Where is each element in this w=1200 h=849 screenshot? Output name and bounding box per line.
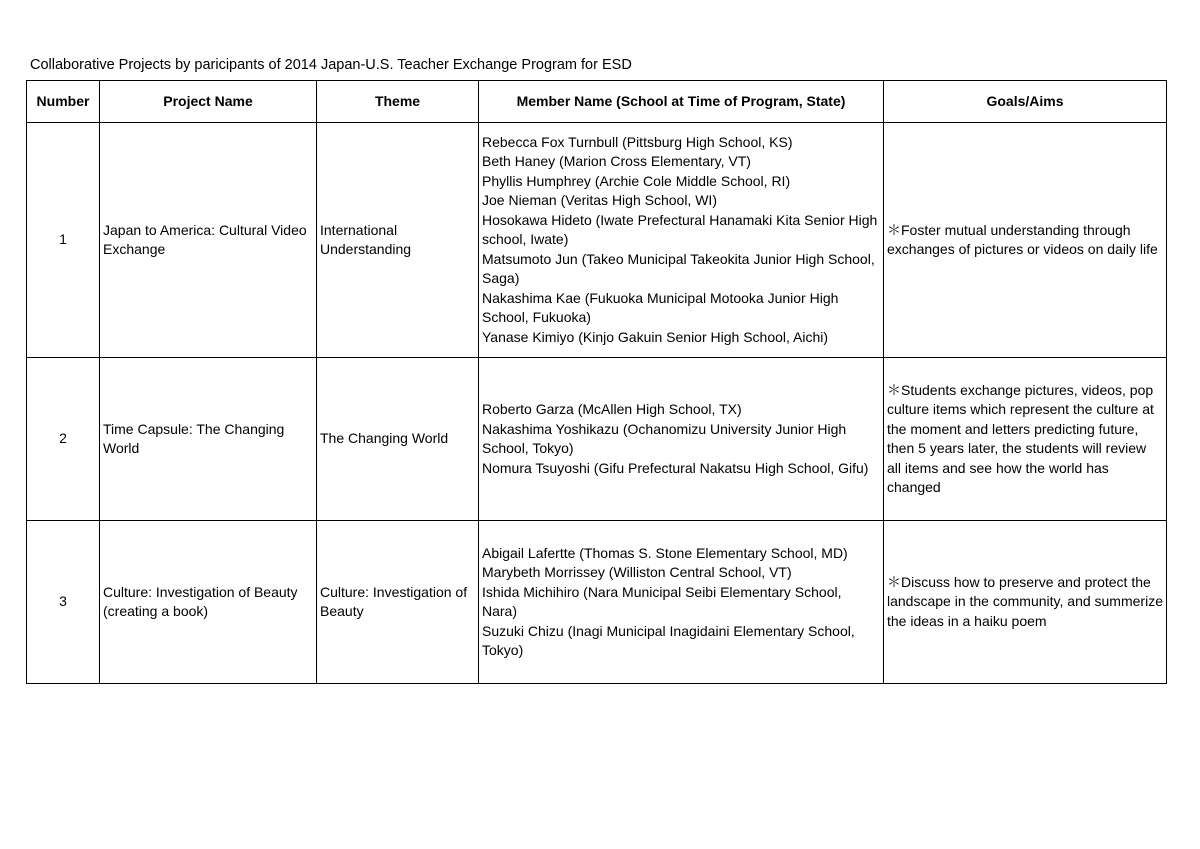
- member-list: [479, 123, 884, 358]
- table-row: [27, 521, 1167, 684]
- project-name: Japan to America: Cultural Video Exchange: [100, 123, 317, 358]
- member-entry: Phyllis Humphrey (Archie Cole Middle School, RI): [482, 172, 791, 189]
- projects-table: [26, 80, 1167, 684]
- member-entry: Rebecca Fox Turnbull (Pittsburg High School, KS): [482, 133, 793, 150]
- member-entry: Matsumoto Jun (Takeo Municipal Takeokita Junior High School, Saga): [482, 250, 875, 287]
- project-goals: ＊Students exchange pictures, videos, pop culture items which represent the culture at the moment and letters predicting future, then 5 years later, the students will review all items and see how the world has changed: [884, 358, 1167, 521]
- project-number: 1: [27, 123, 100, 358]
- member-entry: Nakashima Yoshikazu (Ochanomizu University Junior High School, Tokyo): [482, 420, 847, 456]
- project-name: Time Capsule: The Changing World: [100, 358, 317, 521]
- member-entry: Yanase Kimiyo (Kinjo Gakuin Senior High School, Aichi): [482, 328, 829, 345]
- header-goals-aims: Goals/Aims: [884, 81, 1167, 123]
- member-entry: Hosokawa Hideto (Iwate Prefectural Hanamaki Kita Senior High school, Iwate): [482, 211, 878, 248]
- project-theme: International Understanding: [317, 123, 479, 358]
- member-list: [479, 521, 884, 684]
- member-entry: Suzuki Chizu (Inagi Municipal Inagidaini Elementary School, Tokyo): [482, 622, 855, 658]
- project-goals: ＊Foster mutual understanding through exchanges of pictures or videos on daily life: [884, 123, 1167, 358]
- table-row: [27, 123, 1167, 358]
- header-theme: Theme: [317, 81, 479, 123]
- member-entry: Ishida Michihiro (Nara Municipal Seibi Elementary School, Nara): [482, 583, 842, 619]
- project-number: 2: [27, 358, 100, 521]
- member-entry: Nakashima Kae (Fukuoka Municipal Motooka Junior High School, Fukuoka): [482, 289, 839, 326]
- member-entry: Roberto Garza (McAllen High School, TX): [482, 401, 742, 417]
- table-row: [27, 358, 1167, 521]
- header-number: Number: [27, 81, 100, 123]
- project-number: 3: [27, 521, 100, 684]
- project-theme: Culture: Investigation of Beauty: [317, 521, 479, 684]
- project-goals: ＊Discuss how to preserve and protect the landscape in the community, and summerize the ideas in a haiku poem: [884, 521, 1167, 684]
- document-title: Collaborative Projects by paricipants of 2014 Japan-U.S. Teacher Exchange Program for ESD: [30, 57, 632, 73]
- header-member-name: Member Name (School at Time of Program, State): [479, 81, 884, 123]
- project-theme: The Changing World: [317, 358, 479, 521]
- member-entry: Nomura Tsuyoshi (Gifu Prefectural Nakatsu High School, Gifu): [482, 459, 869, 476]
- table-header-row: [27, 81, 1167, 123]
- header-project-name: Project Name: [100, 81, 317, 123]
- member-entry: Joe Nieman (Veritas High School, WI): [482, 192, 717, 209]
- member-entry: Marybeth Morrissey (Williston Central School, VT): [482, 564, 792, 580]
- member-list: [479, 358, 884, 521]
- member-entry: Abigail Lafertte (Thomas S. Stone Elementary School, MD): [482, 544, 848, 561]
- member-entry: Beth Haney (Marion Cross Elementary, VT): [482, 153, 751, 170]
- project-name: Culture: Investigation of Beauty (creating a book): [100, 521, 317, 684]
